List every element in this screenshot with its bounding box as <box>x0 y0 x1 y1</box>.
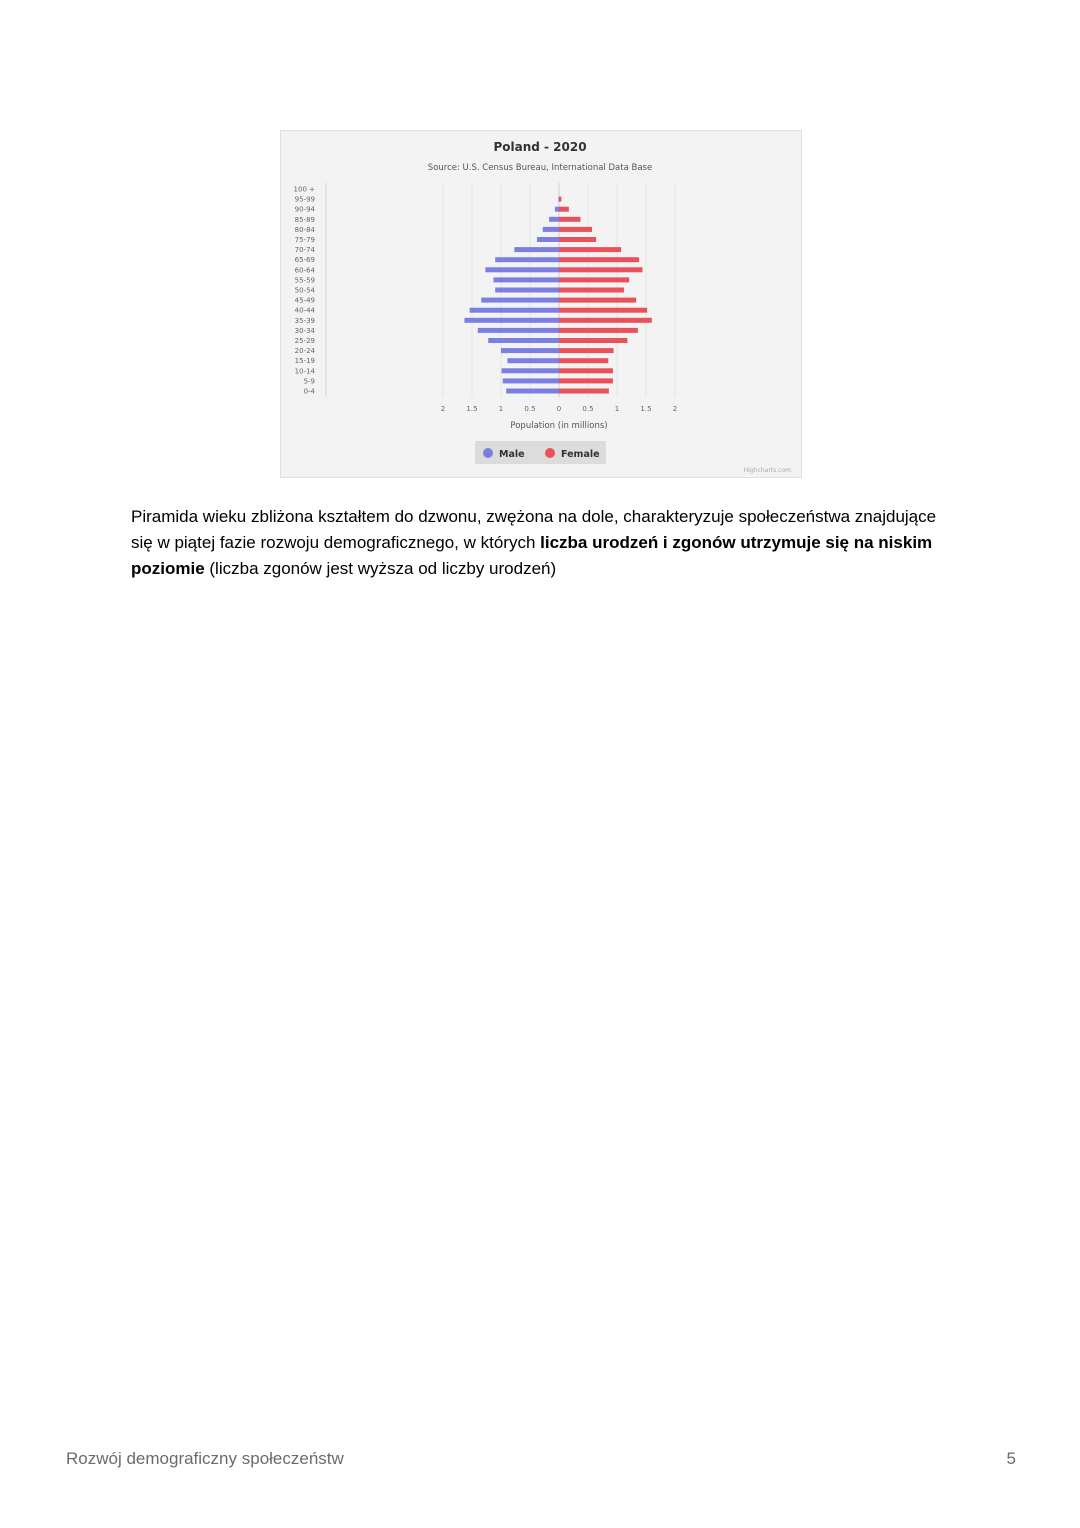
male-bar <box>549 217 559 222</box>
age-group-label: 40-44 <box>294 306 315 315</box>
x-tick-label: 2 <box>672 405 678 413</box>
female-bar <box>559 257 639 262</box>
age-group-label: 70-74 <box>294 246 315 255</box>
male-bar <box>485 267 559 272</box>
chart-bars <box>464 197 651 394</box>
age-group-label: 10-14 <box>294 367 315 376</box>
category-labels <box>294 186 316 396</box>
male-bar <box>493 277 559 282</box>
male-bar <box>495 257 559 262</box>
x-tick-label: 1.5 <box>466 405 478 413</box>
x-tick-label: 0 <box>556 405 562 413</box>
age-group-label: 90-94 <box>294 205 315 214</box>
female-bar <box>559 389 609 394</box>
male-bar <box>555 207 559 212</box>
male-bar <box>502 368 559 373</box>
female-bar <box>559 308 647 313</box>
page-number: 5 <box>1006 1449 1016 1468</box>
description-paragraph <box>131 504 951 582</box>
population-pyramid-chart <box>280 130 802 478</box>
male-bar <box>495 288 559 293</box>
chart-subtitle: Source: U.S. Census Bureau, International Data Base <box>427 163 653 173</box>
legend-male-label: Male <box>499 449 525 460</box>
male-bar <box>481 298 559 303</box>
age-group-label: 95-99 <box>294 195 315 204</box>
age-group-label: 30-34 <box>294 326 315 335</box>
male-bar <box>488 338 559 343</box>
male-bar <box>537 237 559 242</box>
x-axis-label: Population (in millions) <box>510 421 608 431</box>
x-tick-label: 0.5 <box>582 405 594 413</box>
male-bar <box>478 328 559 333</box>
footer-title: Rozwój demograficzny społeczeństw <box>66 1449 344 1468</box>
age-group-label: 85-89 <box>294 215 315 224</box>
age-group-label: 5-9 <box>303 377 315 386</box>
legend-female-label: Female <box>561 449 600 460</box>
age-group-label: 20-24 <box>294 347 315 356</box>
male-bar <box>506 389 559 394</box>
paragraph-intro: Piramida wieku zbliżona kształtem do dzwonu, zwężona na dole, charakteryzuje społeczeństwa znajdujące się w piątej fazie rozwoju demograficznego, w których <box>131 507 937 552</box>
female-bar <box>559 358 608 363</box>
female-bar <box>559 197 561 202</box>
age-group-label: 55-59 <box>294 276 315 285</box>
male-bar <box>514 247 559 252</box>
female-bar <box>559 267 643 272</box>
female-bar <box>559 318 652 323</box>
female-bar <box>559 368 613 373</box>
age-group-label: 65-69 <box>294 256 315 265</box>
male-bar <box>470 308 559 313</box>
female-bar <box>559 237 596 242</box>
age-group-label: 50-54 <box>294 286 315 295</box>
female-bar <box>559 277 629 282</box>
age-group-label: 45-49 <box>294 296 315 305</box>
male-bar <box>543 227 559 232</box>
chart-svg <box>281 131 801 477</box>
legend-male-marker <box>483 448 493 458</box>
age-group-label: 0-4 <box>303 387 315 396</box>
age-group-label: 15-19 <box>294 357 315 366</box>
chart-legend <box>475 441 606 464</box>
female-bar <box>559 298 636 303</box>
age-group-label: 35-39 <box>294 316 315 325</box>
male-bar <box>501 348 559 353</box>
age-group-label: 80-84 <box>294 225 315 234</box>
chart-credit[interactable]: Highcharts.com <box>743 467 791 474</box>
x-tick-labels <box>441 405 677 413</box>
legend-female-marker <box>545 448 555 458</box>
age-group-label: 25-29 <box>294 337 315 345</box>
male-bar <box>503 378 559 383</box>
paragraph-bold: liczba urodzeń i zgonów utrzymuje się na niskim poziomie <box>131 533 933 578</box>
female-bar <box>559 328 638 333</box>
x-tick-label: 1.5 <box>640 405 652 413</box>
chart-title: Poland - 2020 <box>493 140 587 154</box>
male-bar <box>507 358 559 363</box>
age-group-label: 75-79 <box>294 236 315 244</box>
female-bar <box>559 207 569 212</box>
female-bar <box>559 288 624 293</box>
female-bar <box>559 378 613 383</box>
male-bar <box>464 318 559 323</box>
x-tick-label: 1 <box>614 405 620 413</box>
age-group-label: 60-64 <box>294 266 315 275</box>
female-bar <box>559 217 580 222</box>
female-bar <box>559 348 614 353</box>
paragraph-end: (liczba zgonów jest wyższa od liczby urodzeń) <box>204 559 557 578</box>
x-tick-label: 2 <box>440 405 446 413</box>
male-bar <box>558 197 559 202</box>
x-tick-label: 1 <box>498 405 504 413</box>
female-bar <box>559 338 627 343</box>
age-group-label: 100 + <box>293 185 315 194</box>
female-bar <box>559 227 592 232</box>
female-bar <box>559 247 621 252</box>
x-tick-label: 0.5 <box>524 405 536 413</box>
